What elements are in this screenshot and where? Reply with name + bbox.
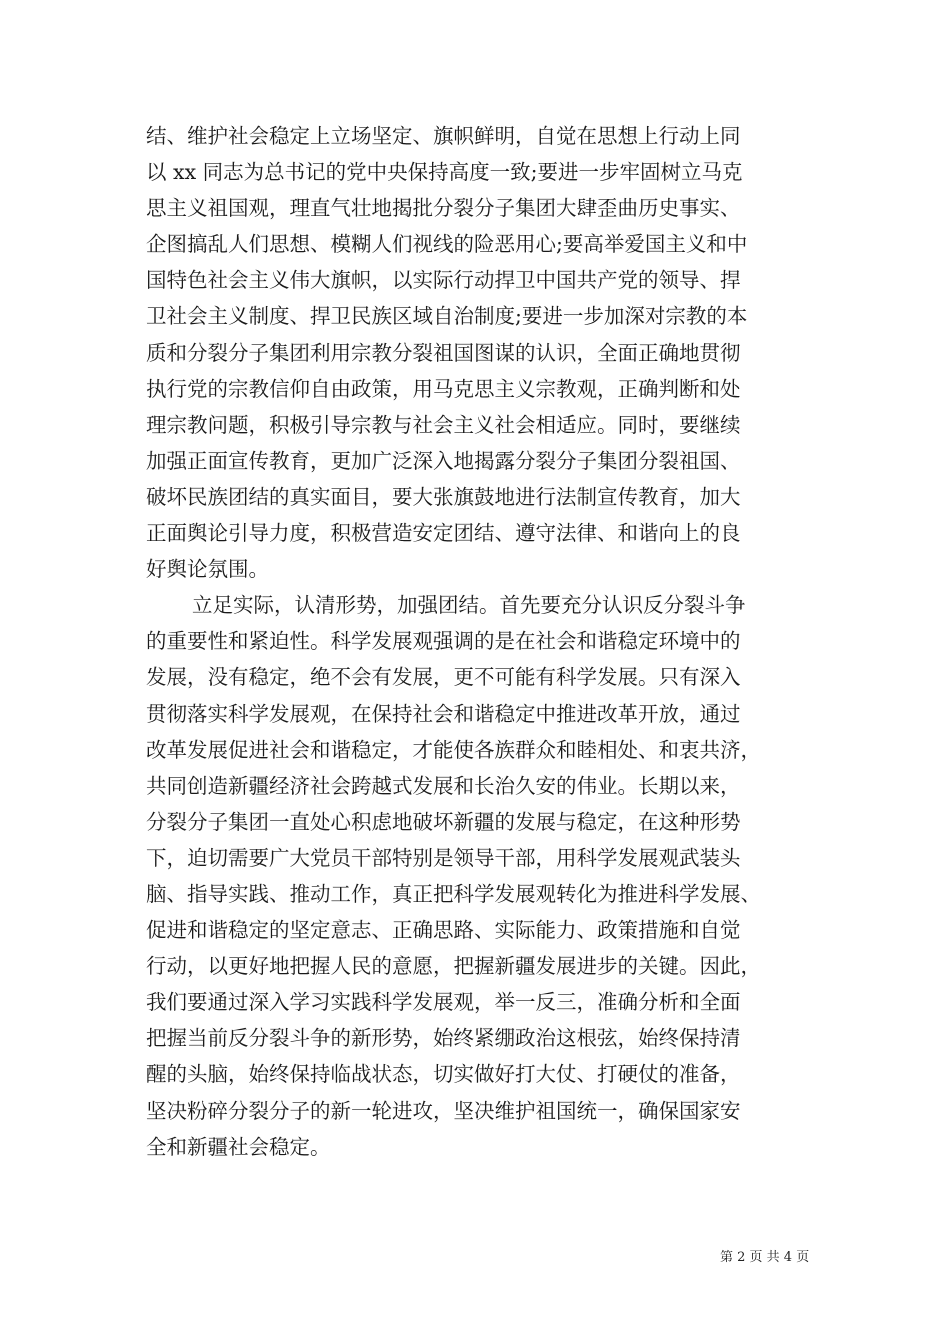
text-line: 正面舆论引导力度，积极营造安定团结、遵守法律、和谐向上的良 (146, 521, 741, 546)
text-line: 下，迫切需要广大党员干部特别是领导干部，用科学发展观武装头 (146, 845, 741, 870)
text-line: 加强正面宣传教育，更加广泛深入地揭露分裂分子集团分裂祖国、 (146, 448, 741, 473)
text-line: 坚决粉碎分裂分子的新一轮进攻，坚决维护祖国统一，确保国家安 (146, 1098, 741, 1123)
text-line: 醒的头脑，始终保持临战状态，切实做好打大仗、打硬仗的准备， (146, 1062, 741, 1087)
text-line: 贯彻落实科学发展观，在保持社会和谐稳定中推进改革开放，通过 (146, 701, 741, 726)
text-line: 脑、指导实践、推动工作，真正把科学发展观转化为推进科学发展、 (146, 881, 761, 906)
text-line: 共同创造新疆经济社会跨越式发展和长治久安的伟业。长期以来， (146, 773, 741, 798)
text-line: 好舆论氛围。 (146, 557, 269, 582)
text-line: 卫社会主义制度、捍卫民族区域自治制度;要进一步加深对宗教的本 (146, 304, 748, 329)
text-line: 质和分裂分子集团利用宗教分裂祖国图谋的认识，全面正确地贯彻 (146, 340, 741, 365)
text-line: 结、维护社会稳定上立场坚定、旗帜鲜明，自觉在思想上行动上同 (146, 124, 741, 148)
text-line: 的重要性和紧迫性。科学发展观强调的是在社会和谐稳定环境中的 (146, 629, 741, 654)
text-line: 以 xx 同志为总书记的党中央保持高度一致;要进一步牢固树立马克 (146, 160, 743, 185)
text-line: 行动，以更好地把握人民的意愿，把握新疆发展进步的关键。因此， (146, 954, 761, 979)
paragraph-start-line: 立足实际，认清形势，加强团结。首先要充分认识反分裂斗争 (192, 593, 746, 618)
text-line: 全和新疆社会稳定。 (146, 1134, 331, 1159)
text-line: 发展，没有稳定，绝不会有发展，更不可能有科学发展。只有深入 (146, 665, 741, 690)
text-line: 执行党的宗教信仰自由政策，用马克思主义宗教观，正确判断和处 (146, 376, 741, 401)
text-line: 把握当前反分裂斗争的新形势，始终紧绷政治这根弦，始终保持清 (146, 1026, 741, 1051)
text-line: 分裂分子集团一直处心积虑地破坏新疆的发展与稳定，在这种形势 (146, 809, 741, 834)
text-line: 思主义祖国观，理直气壮地揭批分裂分子集团大肆歪曲历史事实、 (146, 196, 741, 221)
text-line: 国特色社会主义伟大旗帜，以实际行动捍卫中国共产党的领导、捍 (146, 268, 741, 293)
text-line: 企图搞乱人们思想、模糊人们视线的险恶用心;要高举爱国主义和中 (146, 232, 748, 257)
text-line: 理宗教问题，积极引导宗教与社会主义社会相适应。同时，要继续 (146, 412, 741, 437)
text-line: 促进和谐稳定的坚定意志、正确思路、实际能力、政策措施和自觉 (146, 918, 741, 943)
body-text (146, 118, 806, 1165)
text-line: 我们要通过深入学习实践科学发展观，举一反三，准确分析和全面 (146, 990, 741, 1015)
text-line: 改革发展促进社会和谐稳定，才能使各族群众和睦相处、和衷共济， (146, 737, 761, 762)
text-line: 破坏民族团结的真实面目，要大张旗鼓地进行法制宣传教育，加大 (146, 484, 741, 509)
page-number: 第 2 页 共 4 页 (720, 1250, 810, 1265)
